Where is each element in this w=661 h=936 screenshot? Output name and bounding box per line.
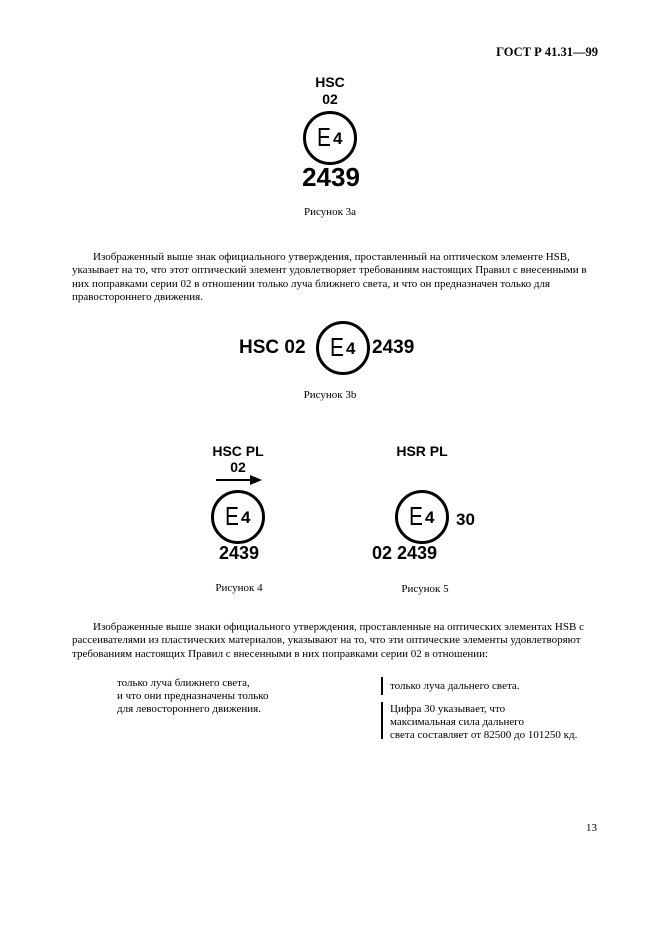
fig5-approval-circle	[395, 490, 449, 544]
text-line: света составляет от 82500 до 101250 кд.	[390, 729, 578, 741]
country-number: 4	[346, 339, 356, 358]
fig5-caption: Рисунок 5	[401, 583, 449, 595]
e-mark: E	[317, 122, 331, 152]
fig3b-caption: Рисунок 3b	[303, 389, 357, 401]
right-column-note-2	[390, 703, 577, 742]
fig3a-category: HSC	[315, 74, 345, 90]
country-number: 4	[241, 508, 251, 527]
fig5-approval-number: 02 2439	[372, 543, 438, 563]
text-line: правостороннего движения.	[72, 290, 203, 303]
country-number: 4	[333, 129, 343, 148]
right-column-note-1: только луча дальнего света.	[390, 680, 520, 692]
text-line: только луча ближнего света,	[117, 677, 250, 689]
fig3a-caption: Рисунок 3а	[303, 206, 357, 218]
paragraph-2	[72, 621, 598, 661]
fig4-approval-circle	[211, 490, 265, 544]
fig3b-approval-circle	[316, 321, 370, 375]
page-number: 13	[586, 822, 597, 834]
fig4-series: 02	[230, 459, 246, 475]
text-line: для левостороннего движения.	[117, 703, 261, 715]
text-line: них поправками серии 02 в отношении только луча ближнего света, и что он предназначен только для	[72, 277, 551, 290]
left-column-note	[117, 677, 269, 716]
fig3a-approval-number: 2439	[302, 162, 360, 192]
fig4-approval-number: 2439	[218, 543, 260, 563]
text-line: Цифра 30 указывает, что	[390, 703, 506, 715]
arrow-right-icon	[216, 474, 262, 486]
e-mark: E	[409, 501, 423, 531]
text-line: и что они предназначены только	[117, 690, 269, 702]
fig5-category: HSR PL	[396, 443, 448, 459]
text-line: максимальная сила дальнего	[390, 716, 525, 728]
text-line: требованиям настоящих Правил с внесенными в них поправками серии 02 в отношении:	[72, 647, 489, 660]
fig5-intensity-reference: 30	[456, 510, 475, 529]
paragraph-1	[72, 251, 598, 304]
fig3b-prefix: HSC 02	[239, 337, 306, 358]
e-mark: E	[330, 332, 344, 362]
country-number: 4	[425, 508, 435, 527]
e-mark: E	[225, 501, 239, 531]
revision-bar	[381, 677, 383, 695]
document-header: ГОСТ Р 41.31—99	[496, 45, 598, 59]
fig3b-approval-number: 2439	[372, 337, 415, 358]
fig3a-series: 02	[322, 91, 338, 107]
text-line: рассеивателями из пластических материалов, указывают на то, что эти оптические элементы удовлетворяют	[72, 634, 581, 647]
fig4-category: HSC PL	[212, 443, 264, 459]
revision-bar	[381, 702, 383, 739]
text-line: указывает на то, что этот оптический элемент удовлетворяет требованиям настоящих Правил с внесенными в	[72, 264, 587, 277]
fig4-caption: Рисунок 4	[215, 582, 263, 594]
text-line: Изображенные выше знаки официального утверждения, проставленные на оптических элементах HSB с	[93, 621, 584, 633]
fig3a-approval-circle	[303, 111, 357, 165]
text-line: Изображенный выше знак официального утверждения, проставленный на оптическом элементе HSB,	[93, 251, 570, 263]
